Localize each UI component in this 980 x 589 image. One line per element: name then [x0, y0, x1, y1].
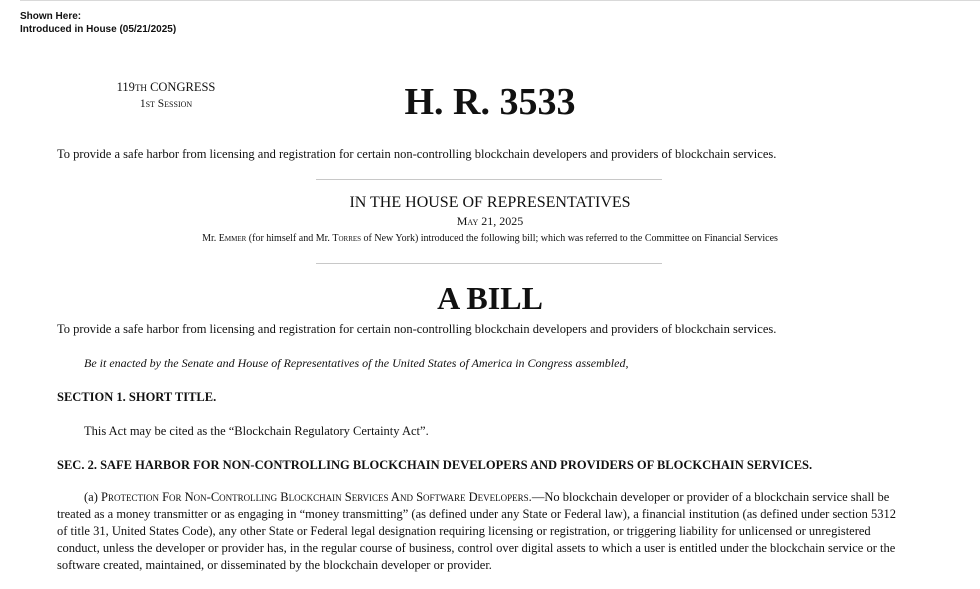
intro-mid: (for himself and Mr. [246, 233, 333, 244]
bill-purpose: To provide a safe harbor from licensing and registration for certain non-controlling blockchain developers and providers of blockchain services. [57, 147, 777, 161]
subsection-label: (a) [84, 490, 101, 504]
version-label: Introduced in House (05/21/2025) [20, 24, 177, 35]
section-2a-paragraph [57, 489, 899, 574]
section-2-heading: SEC. 2. SAFE HARBOR FOR NON-CONTROLLING BLOCKCHAIN DEVELOPERS AND PROVIDERS OF BLOCKCHAIN SERVICES. [57, 458, 813, 472]
section-1-heading: SECTION 1. SHORT TITLE. [57, 390, 217, 404]
shown-here-label: Shown Here: [20, 11, 82, 22]
subsection-text: —No blockchain developer or provider of a blockchain service shall be treated as a money transmitter or as engaging in “money transmitting” (as defined under any State or Federal law), a financial institution (as defined under section 5312 of title 31, United States Code), any other State or Federal legal designation requiring licensing or registration, or triggering liability for unlicensed or unregistered conduct, unless the developer or provider has, in the regular course of business, control over digital assets to which a user is entitled under the blockchain service or the software created, maintained, or disseminated by the blockchain developer or provider. [57, 490, 896, 572]
a-bill-title: A BILL [437, 280, 543, 316]
bill-purpose-repeat: To provide a safe harbor from licensing and registration for certain non-controlling blockchain developers and providers of blockchain services. [57, 322, 777, 336]
congress-word: CONGRESS [150, 80, 216, 94]
cosponsor-name: Torres [332, 233, 362, 244]
introduction-statement [0, 232, 980, 246]
enacting-clause: Be it enacted by the Senate and House of Representatives of the United States of America in Congress assembled, [84, 356, 629, 370]
congress-number-suffix: TH [134, 83, 147, 93]
sponsor-name: Emmer [218, 233, 247, 244]
top-divider [20, 0, 980, 1]
intro-rest: of New York) introduced the following bill; which was referred to the Committee on Financial Services [361, 233, 778, 244]
sponsor-title: Mr. [202, 233, 219, 244]
subsection-caption: Protection For Non-Controlling Blockchain Services And Software Developers. [101, 490, 532, 504]
version-header [20, 10, 176, 36]
divider-upper [316, 179, 662, 180]
congress-number: 119 [116, 80, 135, 94]
introduced-date: May 21, 2025 [456, 214, 524, 228]
divider-lower [316, 263, 662, 264]
chamber-title: IN THE HOUSE OF REPRESENTATIVES [349, 194, 631, 211]
bill-number: H. R. 3533 [404, 81, 576, 123]
session-line: 1st Session [139, 98, 193, 110]
section-1-text: This Act may be cited as the “Blockchain Regulatory Certainty Act”. [84, 424, 429, 438]
